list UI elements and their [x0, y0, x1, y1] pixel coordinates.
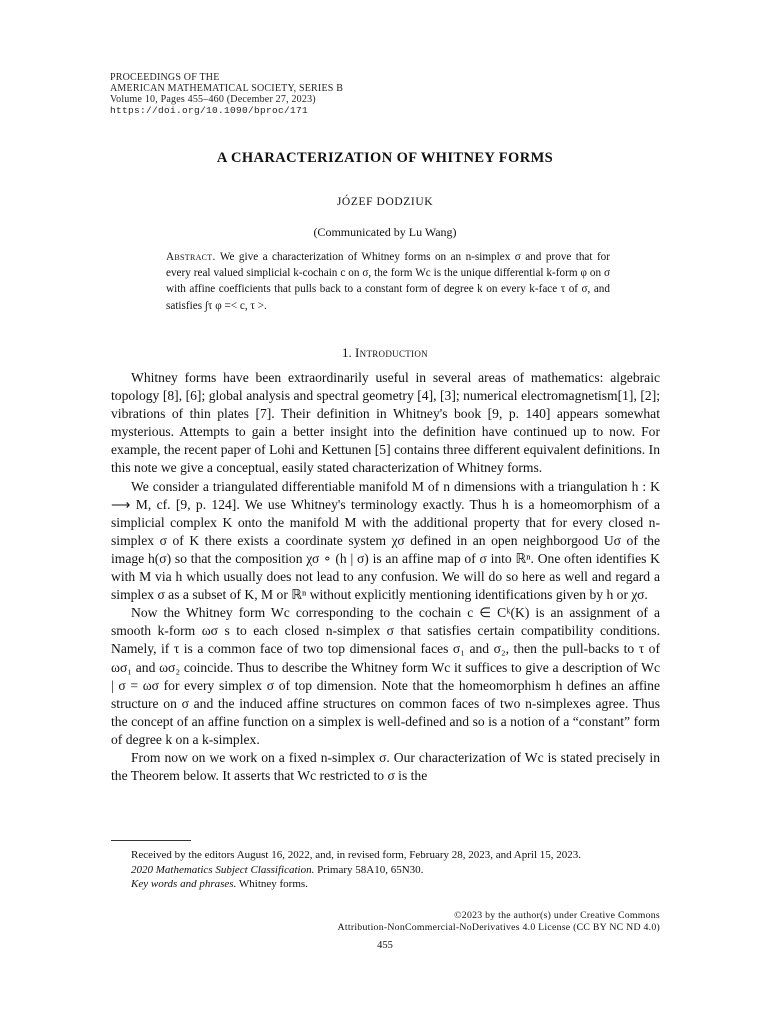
msc-value: Primary 58A10, 65N30.	[317, 863, 424, 876]
license-line1: ©2023 by the author(s) under Creative Commons	[454, 910, 660, 921]
paper-title: A CHARACTERIZATION OF WHITNEY FORMS	[216, 150, 554, 166]
msc-label: 2020 Mathematics Subject Classification.	[131, 863, 315, 876]
page-number: 455	[377, 940, 393, 951]
paragraph: Now the Whitney form Wc corresponding to the cochain c ∈ Cᵏ(K) is an assignment of a smooth k-form ωσ s to each closed n-simplex σ that satisfies certain compatibility conditions. Namely, if τ is a common face of two top dimensional faces σ₁ and σ₂, then the pull-backs to τ of ωσ₁ and ωσ₂ coincide. Thus to describe the Whitney form Wc it suffices to give a description of Wc | σ = ωσ for every simplex σ of top dimension. Note that the homeomorphism h defines an affine structure on σ and the induced affine structures on common faces of two n-simplexes agree. Thus the concept of an affine function on a simplex is well-defined and so is a notion of a “constant” form of degree k on a k-simplex.	[111, 605, 660, 747]
journal-name-line1: PROCEEDINGS OF THE	[110, 72, 220, 83]
paragraph: We consider a triangulated differentiable manifold M of n dimensions with a triangulation h : K ⟶ M, cf. [9, p. 124]. We use Whitney's terminology exactly. Thus h is a homeomorphism of a simplicial complex K onto the manifold M with the additional property that for every closed n-simplex σ of K there exists a coordinate system χσ defined in an open neighborgood Uσ of the image h(σ) so that the composition χσ ∘ (h | σ) is an affine map of σ into ℝⁿ. One often identifies K with M via h which usually does not lead to any confusion. We will do so here as well and regard a simplex σ as a subset of K, M or ℝⁿ without explicitly mentioning identifications given by h or χσ.	[111, 478, 660, 603]
section-number: 1.	[342, 345, 352, 360]
journal-name-line2: AMERICAN MATHEMATICAL SOCIETY, SERIES B	[110, 83, 344, 94]
section-heading	[0, 345, 770, 361]
doi-link[interactable]: https://doi.org/10.1090/bproc/171	[110, 105, 309, 116]
received-note: Received by the editors August 16, 2022, and, in revised form, February 28, 2023, and April 15, 2023.	[131, 849, 582, 861]
license-notice	[260, 910, 660, 934]
journal-header	[110, 72, 530, 116]
msc-note	[111, 863, 660, 878]
footnote-rule	[111, 840, 191, 841]
author-name: JÓZEF DODZIUK	[336, 196, 434, 208]
paragraph: From now on we work on a fixed n-simplex σ. Our characterization of Wc is stated precisely in the Theorem below. It asserts that Wc restricted to σ is the	[111, 749, 660, 784]
abstract-text: We give a characterization of Whitney forms on an n-simplex σ and prove that for every real valued simplicial k-cochain c on σ, the form Wc is the unique differential k-form φ on σ with affine coefficients that pulls back to a constant form of degree k on every k-face τ of σ, and satisfies ∫τ φ =< c, τ >.	[166, 251, 610, 312]
keywords-note	[111, 877, 660, 892]
abstract	[166, 249, 610, 314]
keywords-label: Key words and phrases.	[131, 878, 237, 891]
keywords-value: Whitney forms.	[238, 878, 308, 891]
paragraph: Whitney forms have been extraordinarily useful in several areas of mathematics: algebraic topology [8], [6]; global analysis and spectral geometry [4], [3]; numerical electromagnetism[1], [2]; vibrations of thin plates [7]. Their definition in Whitney's book [9, p. 140] appears somewhat mysterious. Attempts to gain a better insight into the definition have continued up to now. For example, the recent paper of Lohi and Kettunen [5] contains three different equivalent definitions. In this note we give a conceptual, easily stated characterization of Whitney forms.	[111, 370, 660, 476]
abstract-heading: Abstract.	[166, 251, 216, 263]
body-text	[111, 369, 660, 785]
license-line2: Attribution-NonCommercial-NoDerivatives 4.0 License (CC BY NC ND 4.0)	[337, 922, 660, 933]
footnotes	[111, 848, 660, 892]
communicated-by: (Communicated by Lu Wang)	[313, 225, 457, 239]
volume-info: Volume 10, Pages 455–460 (December 27, 2023)	[110, 94, 316, 105]
section-title: Introduction	[355, 345, 428, 360]
